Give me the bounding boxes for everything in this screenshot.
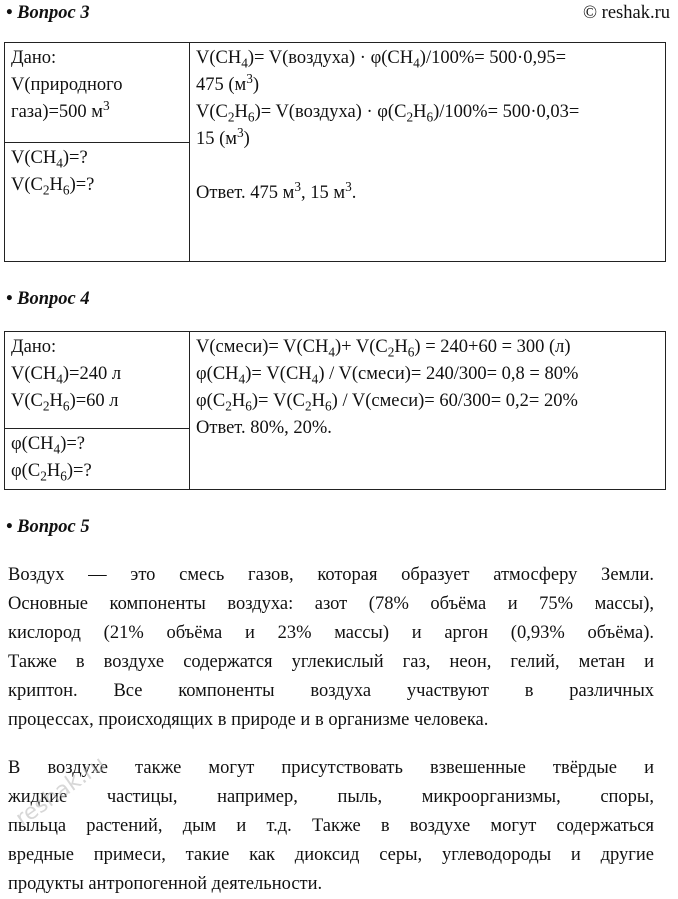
- find-line: $\varphi(CH_4)=$?: [11, 434, 86, 457]
- paragraph-line: кислород (21% объёма и 23% массы) и аргон (0,93% объёма).: [8, 623, 654, 643]
- solution-line: $V(C_2H_6)=$ V(воздуха) · $\varphi(C_2H_6)/100\%= 500\cdot 0,03=$: [196, 102, 580, 125]
- q5-paragraph-1: [8, 561, 654, 735]
- q3-find-cell: [5, 143, 190, 262]
- q3-given-cell: [5, 43, 190, 143]
- paragraph-line: продукты антропогенной деятельности.: [8, 874, 323, 894]
- paragraph-line: вредные примеси, такие как диоксид серы, углеводороды и другие: [8, 845, 654, 865]
- question-3-heading: • Вопрос 3: [6, 3, 90, 23]
- solution-line: 475 $(м^3)$: [196, 70, 260, 95]
- find-line: $V(CH_4)=$?: [11, 148, 88, 171]
- watermark: reshak.ru: [11, 751, 111, 832]
- solution-line: $\varphi(CH_4)= V(CH_4)$ / V(смеси)= 240/300= 0,8 = 80%: [196, 364, 579, 387]
- solution-line: $V(CH_4)=$ V(воздуха) · $\varphi(CH_4)/100\%= 500\cdot 0,95=$: [196, 48, 567, 71]
- paragraph-line: жидкие частицы, например, пыль, микроорганизмы, споры,: [8, 787, 654, 807]
- answer-line: Ответ. 80%, 20%.: [196, 418, 332, 438]
- q4-table: [4, 331, 666, 490]
- question-4-heading: • Вопрос 4: [6, 289, 90, 309]
- paragraph-line: В воздухе также могут присутствовать взвешенные твёрдые и: [8, 758, 654, 778]
- given-line: $V(CH_4)=240$ л: [11, 364, 122, 387]
- q4-solution-cell: [190, 332, 666, 490]
- q4-given-cell: [5, 332, 190, 429]
- paragraph-line: Воздух — это смесь газов, которая образует атмосферу Земли.: [8, 565, 654, 585]
- answer-line: Ответ. 475 $м^3$, 15 $м^3$.: [196, 178, 357, 203]
- given-line: $V(C_2H_6)=60$ л: [11, 391, 119, 414]
- paragraph-line: Также в воздухе содержатся углекислый газ, неон, гелий, метан и: [8, 652, 654, 672]
- given-label: Дано:: [11, 337, 57, 357]
- find-line: $\varphi(C_2H_6)=$?: [11, 461, 92, 484]
- given-line: V(природного: [11, 75, 123, 95]
- paragraph-line: криптон. Все компоненты воздуха участвуют в различных: [8, 681, 654, 701]
- q5-paragraph-2: [8, 754, 654, 899]
- q3-solution-cell: [190, 43, 666, 262]
- paragraph-line: Основные компоненты воздуха: азот (78% объёма и 75% массы),: [8, 594, 654, 614]
- q3-table: [4, 42, 666, 262]
- q4-find-cell: [5, 429, 190, 490]
- solution-line: $\varphi(C_2H_6)= V(C_2H_6)$ / V(смеси)= 60/300= 0,2= 20%: [196, 391, 578, 414]
- given-label: Дано:: [11, 48, 57, 68]
- question-5-heading: • Вопрос 5: [6, 517, 90, 537]
- site-credit: © reshak.ru: [583, 3, 670, 23]
- find-line: $V(C_2H_6)=$?: [11, 175, 95, 198]
- paragraph-line: процессах, происходящих в природе и в организме человека.: [8, 710, 489, 730]
- solution-line: 15 $(м^3)$: [196, 124, 250, 149]
- paragraph-line: пыльца растений, дым и т.д. Также в воздухе могут содержаться: [8, 816, 654, 836]
- solution-line: V(смеси)= $V(CH_4)+ V(C_2H_6) = 240+60 = 300$ (л): [196, 337, 571, 360]
- given-line: газа)=500 $м^3$: [11, 97, 110, 122]
